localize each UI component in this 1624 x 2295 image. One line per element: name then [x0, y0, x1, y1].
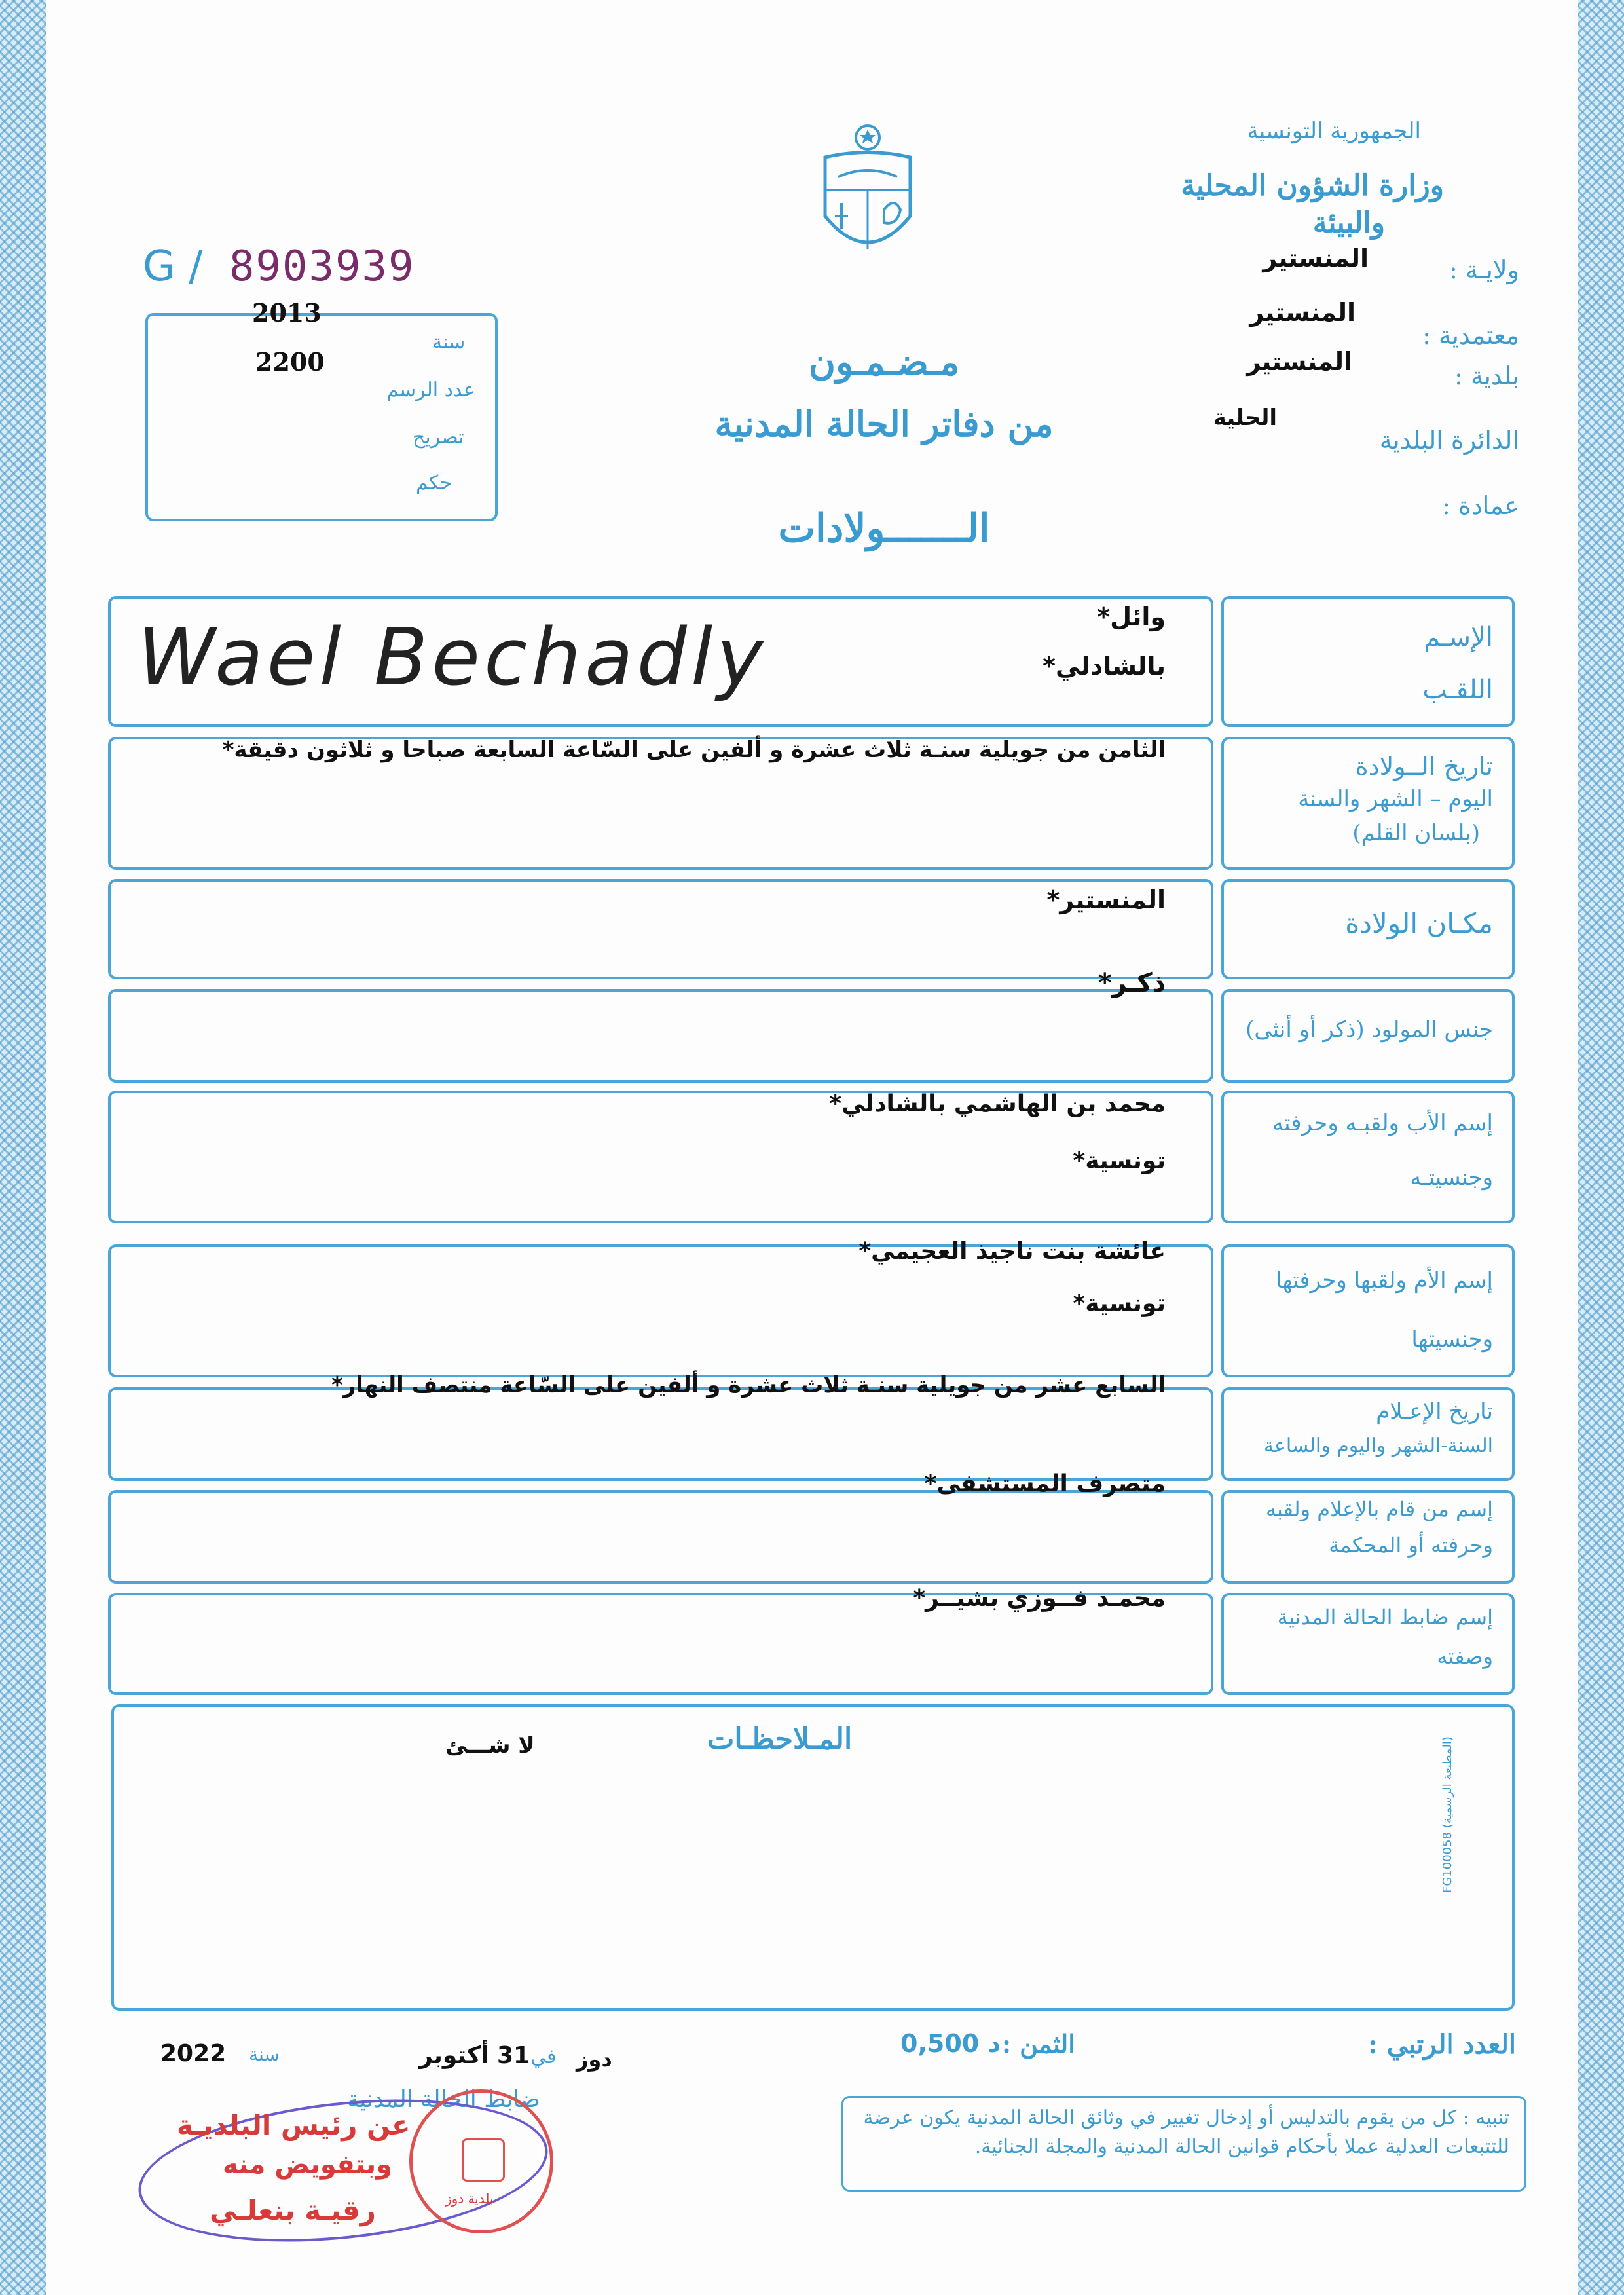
record-number-label: عدد الرسم	[386, 379, 475, 401]
ministry-label-2: والبيئة	[1312, 206, 1385, 240]
officer-signature-label: ضابط الحالة المدنية	[347, 2086, 540, 2113]
issue-place: دوز	[576, 2047, 612, 2072]
mother-label: إسم الأم ولقبها وحرفتها	[1276, 1267, 1493, 1294]
republic-label: الجمهورية التونسية	[1247, 118, 1421, 144]
declaration-date-value: السابع عشر من جويلية سنـة ثلاث عشرة و ألفين على السّاعة منتصف النهار*	[331, 1372, 1166, 1398]
serial-prefix: G /	[143, 242, 203, 291]
year-value: 2013	[252, 298, 322, 327]
seal-emblem-icon	[462, 2138, 505, 2182]
name-label: الإسـم	[1424, 622, 1493, 652]
serial-value: 8903939	[229, 242, 415, 291]
official-seal-icon	[409, 2089, 553, 2233]
daira-label: الدائرة البلدية	[1379, 426, 1519, 455]
title-line2: من دفاتر الحالة المدنية	[714, 403, 1054, 445]
year-label: سنة	[432, 331, 466, 354]
surname-value: بالشادلي*	[1043, 652, 1166, 681]
record-number-value: 2200	[255, 347, 325, 377]
mother-nationality-value: تونسية*	[1073, 1290, 1166, 1317]
remarks-value: لا شـــئ	[445, 1732, 535, 1759]
motamadia-label: معتمدية :	[1422, 321, 1519, 350]
rank-number-label: العدد الرتبي :	[1368, 2029, 1516, 2060]
baladia-label: بلدية :	[1454, 362, 1519, 390]
birth-place-label: مكـان الولادة	[1345, 907, 1493, 939]
ministry-label: وزارة الشؤون المحلية	[1181, 169, 1444, 202]
issue-year-label: سنة	[249, 2043, 280, 2065]
mother-name-value: عائشة بنت ناجيذ العجيمي*	[858, 1238, 1166, 1265]
coat-of-arms-icon	[812, 118, 923, 269]
birth-date-sub-label: اليوم – الشهر والسنة	[1298, 786, 1493, 812]
handwritten-name: Wael Bechadly	[138, 612, 767, 703]
seal-text: بلدية دوز	[445, 2191, 494, 2207]
declaration-date-sub-label: السنة-الشهر واليوم والساعة	[1263, 1434, 1493, 1457]
guilloche-border-right	[1578, 0, 1624, 2295]
remarks-label: المـلاحظـات	[707, 1723, 853, 1756]
notice-text: تنبيه : كل من يقوم بالتدليس أو إدخال تغيير في وثائق الحالة المدنية يكون عرضة للتتبعات العدلية عملا بأحكام قوانين الحالة المدنية والمجلة الجنائية.	[863, 2106, 1509, 2158]
daira-value: الحلية	[1213, 405, 1277, 431]
declaration-date-value-box	[108, 1387, 1213, 1481]
father-name-value: محمد بن الهاشمي بالشادلي*	[829, 1091, 1166, 1117]
declaration-label: تصريح	[413, 426, 464, 449]
section-title: الـــــــولادات	[778, 506, 990, 551]
omada-label: عمادة :	[1442, 491, 1519, 520]
issue-date-value: 31 أكتوبر	[419, 2042, 530, 2069]
motamadia-value: المنستير	[1249, 298, 1356, 327]
birth-date-note-label: (بلسان القلم)	[1352, 820, 1480, 846]
declarant-value-box	[108, 1490, 1213, 1584]
serial-number	[143, 242, 415, 291]
price-label: الثمن :	[1002, 2029, 1075, 2059]
print-code: FG100058 (المطبعة الرسمية)	[1441, 1736, 1454, 1893]
mother-label-box	[1221, 1244, 1515, 1377]
declarant-value: متصرف المستشفى*	[924, 1470, 1166, 1497]
father-label: إسم الأب ولقبـه وحرفته	[1272, 1110, 1493, 1136]
baladia-value: المنستير	[1246, 347, 1352, 376]
father-nationality-value: تونسية*	[1073, 1148, 1166, 1174]
birth-date-label: تاريخ الــولادة	[1355, 752, 1493, 781]
price-value: 0,500 د	[900, 2029, 1001, 2058]
issue-in-label: في	[530, 2045, 557, 2068]
officer-value: محمـد فــوزي بشيــر*	[913, 1585, 1166, 1612]
surname-label: اللقـب	[1422, 675, 1493, 705]
birth-place-value: المنستير*	[1046, 886, 1166, 914]
wilaya-value: المنستير	[1263, 244, 1369, 272]
declaration-date-label: تاريخ الإعـلام	[1376, 1398, 1493, 1425]
sex-label: جنس المولود (ذكر أو أنثى)	[1246, 1017, 1493, 1043]
stamp-line2: وبتفويض منه	[223, 2150, 392, 2180]
declarant-label: إسم من قام بالإعلام ولقبه	[1265, 1497, 1493, 1521]
birth-date-value: الثامن من جويلية سنـة ثلاث عشرة و ألفين على السّاعة السابعة صباحا و ثلاثون دقيقة*	[222, 737, 1166, 763]
title-line1: مـضـمـون	[808, 341, 960, 384]
issue-year-value: 2022	[160, 2040, 227, 2067]
name-label-box	[1221, 596, 1515, 727]
officer-label: إسم ضابط الحالة المدنية	[1277, 1605, 1493, 1630]
guilloche-border-left	[0, 0, 46, 2295]
mother-label-2: وجنسيتها	[1411, 1326, 1493, 1353]
judgment-label: حكم	[416, 472, 452, 494]
declarant-label-2: وحرفته أو المحكمة	[1329, 1533, 1493, 1558]
sex-value-box	[108, 989, 1213, 1083]
stamp-line3: رقيـة بنعلـي	[210, 2194, 376, 2226]
sex-value: ذكـر*	[1098, 968, 1166, 998]
officer-label-2: وصفته	[1437, 1644, 1493, 1669]
first-name-value: وائل*	[1097, 603, 1166, 631]
stamp-line1: عن رئيس البلديـة	[177, 2109, 411, 2141]
wilaya-label: ولايـة :	[1449, 255, 1519, 284]
father-label-2: وجنسيتـه	[1410, 1165, 1493, 1191]
